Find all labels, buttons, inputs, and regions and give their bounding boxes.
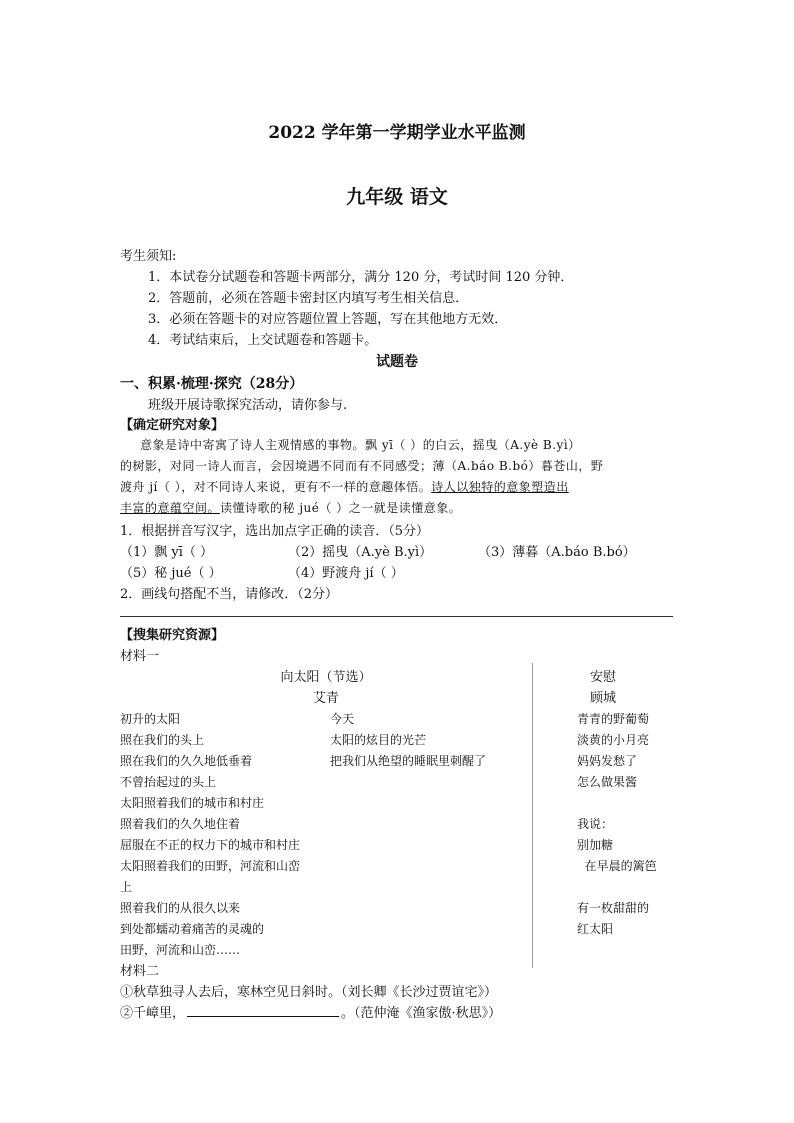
subheading-research-object: 【确定研究对象】 [120, 418, 225, 433]
poem-2-title: 安慰 [589, 670, 616, 685]
q1-item-1: （1）飘 yī（ ） [120, 545, 214, 560]
poem-2-line: 有一枚甜甜的 [577, 901, 650, 915]
poem-1-title: 向太阳（节选） [280, 670, 372, 685]
notice-item-3: 3．必须在答题卡的对应答题位置上答题，写在其他地方无效． [148, 312, 508, 327]
paragraph-line-4 [120, 499, 461, 516]
notice-item-1: 1．本试卷分试题卷和答题卡两部分，满分 120 分，考试时间 120 分钟． [148, 270, 574, 285]
poem-2-line: 妈妈发愁了 [577, 754, 638, 768]
material-2-line-1: ①秋草独寻人去后，寒林空见日斜时。（刘长卿《长沙过贾谊宅》） [120, 985, 498, 1000]
poem-1-line: 太阳的炫目的光芒 [330, 733, 427, 747]
line-2-prefix: ②千嶂里， [120, 1006, 186, 1021]
divider [120, 616, 673, 617]
poem-1-line: 把我们从绝望的睡眠里刺醒了 [330, 754, 487, 768]
poem-1-line: 照着我们的久久地住着 [120, 817, 241, 831]
poem-1-line: 不曾抬起过的头上 [120, 775, 217, 789]
underlined-sentence-part-1: 诗人以独特的意象塑造出 [431, 480, 569, 494]
section-title: 试题卷 [376, 354, 418, 370]
notice-heading: 考生须知: [120, 249, 177, 264]
q1-item-5: （5）秘 jué（ ） [120, 566, 222, 581]
part1-intro: 班级开展诗歌探究活动，请你参与. [148, 398, 348, 413]
poem-1-line: 上 [120, 880, 133, 894]
exam-subtitle: 九年级 语文 [346, 186, 448, 208]
material-2-line-2 [120, 1002, 501, 1021]
underlined-sentence-part-2: 丰富的意蕴空间。 [120, 501, 221, 515]
poem-2-line: 青青的野葡萄 [577, 712, 650, 726]
poem-2-line: 淡黄的小月亮 [577, 733, 650, 747]
poem-2-line: 我说： [577, 817, 614, 831]
poem-2-line: 在早晨的篱笆 [577, 859, 657, 873]
poem-2-author: 顾城 [589, 691, 616, 706]
poem-2-line: 红太阳 [577, 922, 614, 936]
poem-2-line: 别加糖 [577, 838, 614, 852]
poem-1-line: 照在我们的久久地低垂着 [120, 754, 253, 768]
line-2-suffix: 。（范仲淹《渔家傲·秋思》） [341, 1006, 502, 1021]
poem-1-line: 照着我们的从很久以来 [120, 901, 241, 915]
poem-1-author: 艾青 [312, 691, 339, 706]
paragraph-line-2: 的树影，对同一诗人而言，会因境遇不同而有不同感受；薄（A.báo B.bó）暮苍山，野 [120, 459, 604, 473]
column-divider [532, 663, 533, 968]
poem-1-line: 田野，河流和山峦…… [120, 943, 241, 957]
paragraph-line-4-text: 读懂诗歌的秘 jué（ ）之一就是读懂意象。 [220, 501, 462, 515]
q1-item-3: （3）薄暮（A.báo B.bó） [478, 545, 636, 560]
q1-item-2: （2）摇曳（A.yè B.yì） [288, 545, 433, 560]
subheading-research-resources: 【搜集研究资源】 [120, 628, 225, 643]
poem-1-line: 屈服在不正的权力下的城市和村庄 [120, 838, 301, 852]
part1-heading: 一、积累·梳理·探究（28分） [120, 376, 304, 392]
poem-1-line: 照在我们的头上 [120, 733, 205, 747]
poem-1-line: 太阳照着我们的田野，河流和山峦 [120, 859, 301, 873]
poem-1-line: 今天 [330, 712, 355, 726]
question-1-prompt: 1．根据拼音写汉字，选出加点字正确的读音．（5分） [120, 524, 430, 539]
paragraph-line-3 [120, 478, 569, 495]
poem-1-line: 初升的太阳 [120, 712, 181, 726]
poem-2-line: 怎么做果酱 [577, 775, 638, 789]
poem-1-line: 到处都蠕动着痛苦的灵魂的 [120, 922, 265, 936]
material-1-label: 材料一 [120, 649, 160, 664]
material-2-label: 材料二 [120, 964, 160, 979]
paragraph-line-1: 意象是诗中寄寓了诗人主观情感的事物。飘 yī（ ）的白云，摇曳（A.yè B.yì） [140, 438, 581, 452]
poem-1-line: 太阳照着我们的城市和村庄 [120, 796, 265, 810]
question-2-prompt: 2．画线句搭配不当，请修改．（2分） [120, 587, 339, 602]
fill-in-blank[interactable] [187, 1004, 339, 1017]
exam-title: 2022 学年第一学期学业水平监测 [268, 123, 526, 143]
q1-item-4: （4）野渡舟 jí（ ） [288, 566, 404, 581]
notice-item-2: 2．答题前，必须在答题卡密封区内填写考生相关信息． [148, 291, 469, 306]
notice-item-4: 4．考试结束后，上交试题卷和答题卡。 [148, 333, 378, 348]
paragraph-line-3-text: 渡舟 jí（ ），对不同诗人来说，更有不一样的意趣体悟。 [120, 480, 432, 494]
